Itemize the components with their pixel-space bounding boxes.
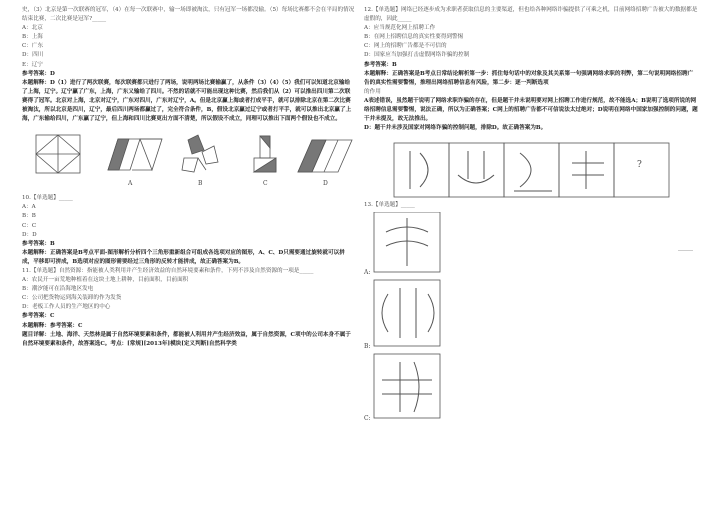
q10-option-d-shape xyxy=(298,140,352,172)
q13-question-mark: ? xyxy=(637,160,642,171)
q10-option-a-shape xyxy=(108,139,162,170)
q13-answer-blank: _____ xyxy=(678,244,693,251)
q10-answer: 参考答案：B xyxy=(22,240,55,247)
q10-label-d: D xyxy=(323,180,328,188)
q11-option-b: B：潮汐能可在沿海地区发电 xyxy=(22,286,94,293)
q13-option-a-label: A: xyxy=(364,269,371,277)
q9-option-b: B：上海 xyxy=(22,34,43,41)
q12-option-a: A：应当规范化网上招聘工作 xyxy=(364,25,436,32)
q12-option-d: D：国家应当加强打击虚假网络诈骗的控制 xyxy=(364,52,470,59)
q13-option-b-shape xyxy=(382,288,434,338)
q10-figure-svg xyxy=(22,130,355,194)
q11-option-a: A：农民开一亩荒地种植着在这块土地上耕种，目前面积，目前面积 xyxy=(22,277,189,284)
q9-option-e: E：辽宁 xyxy=(22,61,43,68)
q13-cell-4 xyxy=(572,151,604,189)
q13-option-a-shape xyxy=(386,218,428,266)
q10-figure xyxy=(22,130,355,194)
q13-options-figure xyxy=(364,212,698,423)
q11-option-c: C：公司把货物运到海关装卸的作为发货 xyxy=(22,295,122,302)
q9-option-c: C：广东 xyxy=(22,43,44,50)
q11-explanation: 本题解释：参考答案：C xyxy=(22,322,83,329)
q10-option-c-shape xyxy=(254,136,276,172)
q10-question-shape xyxy=(36,135,80,173)
q13-option-c-shape xyxy=(382,362,432,412)
q12-analysis: A表述错误，虽然题干说明了网络求职诈骗的存在，但是题干并未说明要对网上招聘工作进行规范，故不能选A；B说明了选项所说的网络招聘信息需要警惕，说法正确，所以为正确答案；C网上的招聘广告都不可信说法太过绝对；D说明在网络中国家加强控制的问题，题干并未提及，故无法推出。 xyxy=(364,97,698,123)
left-column xyxy=(22,6,355,349)
q10-label: 10.【单选题】_____ xyxy=(22,195,73,202)
q13-sequence-svg xyxy=(364,139,698,201)
q13-label: 13.【单选题】_____ xyxy=(364,202,415,209)
q12-explanation: 本题解释：正确答案是B考点日常结论解析第一步：抓住每句话中的对象及其关系第一句强调网络求职的利弊，第二句说明网络招聘广告的真实性需要警惕，推理出网络招聘信息有风险，第二步：逐一判断选项 xyxy=(364,70,694,86)
q13-cell-1 xyxy=(410,151,428,189)
q13-cell-3 xyxy=(514,153,552,191)
q12-answer: 参考答案：B xyxy=(364,61,397,68)
q13-option-b-label: B: xyxy=(364,343,371,351)
q12-option-b: B：在网上招聘信息的真实性要得到警惕 xyxy=(364,34,464,41)
q12-stem: 12.【单选题】网络已经逐步成为求职者获取信息的主要渠道，但也给各种网络诈骗提供了可乘之机，目前网络招聘广告被大的数据都是虚假的，因此_____ xyxy=(364,7,698,23)
q10-label-b: B xyxy=(198,180,203,188)
q10-option-b-shape xyxy=(182,135,218,172)
q9-stem: 史，（3）北京是第一次联赛的冠军，（4）在每一次联赛中，输一场即被淘汰，只有冠军一场都没输。（5）每场比赛都不会在平局的情况结束比赛，二次比赛是冠军?_____ xyxy=(22,7,355,23)
q10-label-c: C xyxy=(263,180,268,188)
q10-explanation: 本题解释：正确答案是B考点平面-图形解析分析四个三角形重新组合可组成各选项对应的图形，A、C、D只需要通过旋转就可以拼成，平移即可拼成，B选项对应的图形需要经过三角形的反转才能拼成，故正确答案为B。 xyxy=(22,249,345,265)
q12-conclusion: D：题干并未涉及国家对网络诈骗的控制问题，排除D。故正确答案为B。 xyxy=(364,125,547,132)
q9-option-a: A：北京 xyxy=(22,25,43,32)
q9-explanation: 本题解释：D（1）进行了两次联赛，每次联赛都只进行了两场，说明两场比赛输赢了，从条件（3）（4）（5）我们可以知道北京输给了上海，辽宁。辽宁赢了广东，上海，广东又输给了四川。不然的话就不可能出现这种比赛，然后我们从（2）可以推出四川第二次联赛得了冠军。北京对上海，北京对辽宁，广东对四川，广东对辽宁，A。但是北京赢上海或者打成平手，就可以排除北京在第二次比赛被淘汰，所以北京是四川，辽宁，最后四川两场都赢过了，完全符合条件，B，假设北京赢过辽宁或者打平手，就可以推出北京赢了上海，广东输给四川，广东赢了辽宁，但上海和四川比赛更出方面不清楚，所以假设不成立，同理可以推出下面两个假设也不成立。 xyxy=(22,79,352,123)
q10-option-c: C：C xyxy=(22,222,37,229)
q13-cell-2 xyxy=(458,151,494,183)
q11-stem: 11.【单选题】自然资源：指能被人类利用并产生经济效益的自然环境要素和条件，下列不涉及自然资源的一项是_____ xyxy=(22,267,314,274)
right-column xyxy=(364,6,698,423)
q13-options-svg xyxy=(364,212,698,420)
q13-sequence-figure xyxy=(364,139,698,201)
q10-option-a: A：A xyxy=(22,204,36,211)
q9-option-d: D：四川 xyxy=(22,52,44,59)
q9-answer: 参考答案：D xyxy=(22,70,55,77)
q11-detail: 题目详解：土地、海洋、天然林是属于自然环境要素和条件，都能被人利用并产生经济效益，属于自然资源，C项中的公司本身不属于自然环境要素和条件，故答案选C。考点：[常规][2013年]模块[定义判断]自然科学类 xyxy=(22,331,351,347)
q12-analysis-title: 的作用 xyxy=(364,88,381,95)
q12-option-c: C：网上的招聘广告都是不可信的 xyxy=(364,43,447,50)
q13-option-c-label: C: xyxy=(364,415,371,423)
q10-option-b: B：B xyxy=(22,213,36,220)
q10-label-a: A xyxy=(128,180,133,188)
q10-option-d: D：D xyxy=(22,231,37,238)
q11-answer: 参考答案：C xyxy=(22,313,55,320)
q11-option-d: D：老板工作人员的生产地区的中心 xyxy=(22,304,111,311)
